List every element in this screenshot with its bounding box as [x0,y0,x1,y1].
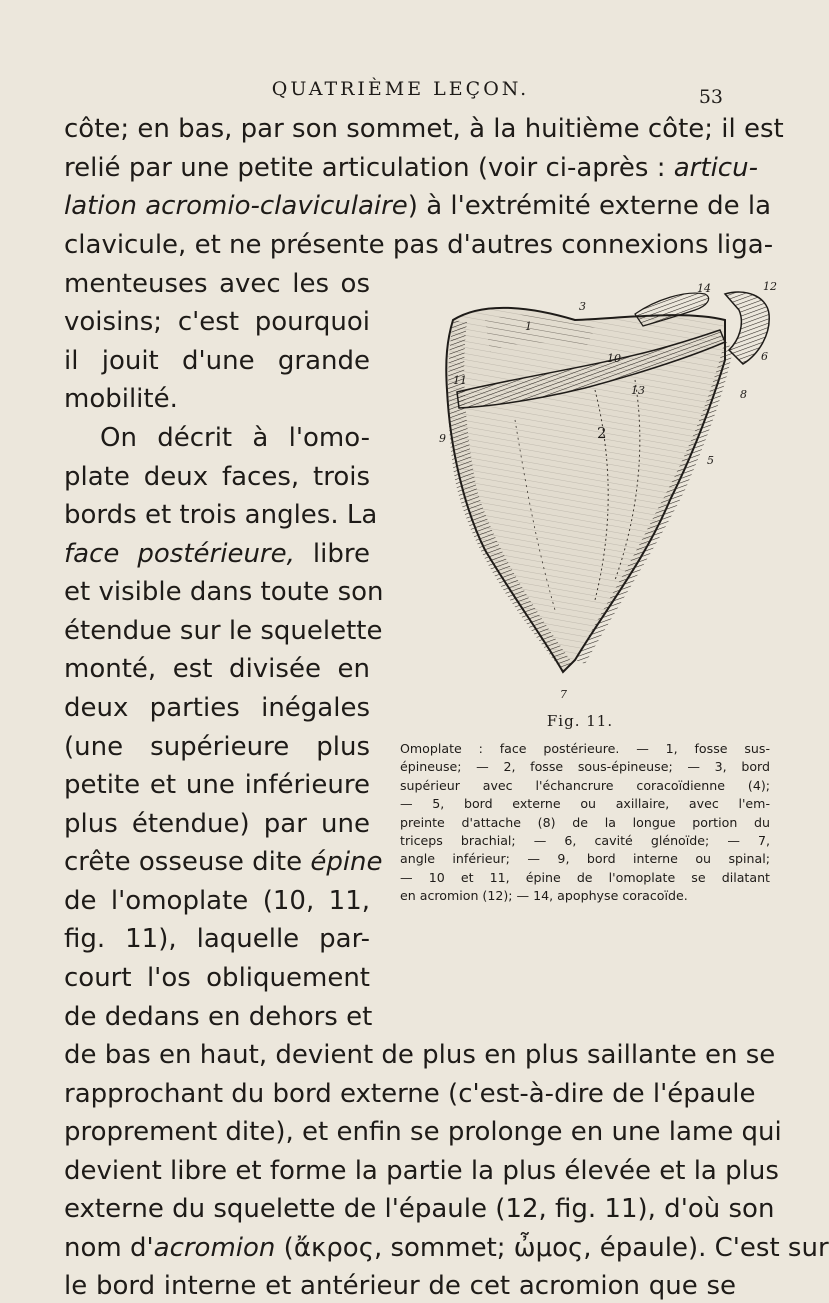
label-11: 11 [453,374,467,387]
running-title: QUATRIÈME LEÇON. [271,78,530,100]
text-line: externe du squelette de l'épaule (12, fig. 11), d'où son [64,1194,775,1224]
page-number: 53 [698,86,723,108]
caption-line: en acromion (12); — 14, apophyse coracoïde. [400,888,688,904]
text-line: menteuses avec les os [64,269,370,299]
caption-line: — 5, bord externe ou axillaire, avec l'em- [400,796,770,812]
caption-line: angle inférieur; — 9, bord interne ou spinal; [400,851,770,867]
text-line: de dedans en dehors et [64,1002,373,1032]
text-line: court l'os obliquement [64,963,370,993]
text-line: bords et trois angles. La [64,500,378,530]
figure-title: Fig. 11. [546,712,614,730]
caption-line: — 10 et 11, épine de l'omoplate se dilatant [400,869,770,885]
text-line: nom d'acromion (ἄκρος, sommet; ὦμος, épaule). C'est sur [64,1233,829,1263]
text-line: relié par une petite articulation (voir ci-après : articu- [64,153,758,183]
label-13: 13 [631,384,645,397]
text-line: fig. 11), laquelle par- [64,924,370,954]
text-line: voisins; c'est pourquoi [64,307,370,337]
text-line: On décrit à l'omo- [100,423,370,453]
label-9: 9 [439,432,446,445]
text-line: (une supérieure plus [64,732,370,762]
text-line: côte; en bas, par son sommet, à la huitième côte; il est [64,114,784,144]
label-5: 5 [707,454,714,467]
text-line: il jouit d'une grande [64,346,370,376]
label-7: 7 [560,688,567,701]
label-3: 3 [579,300,586,313]
scapula-illustration [395,280,775,710]
text-line: rapprochant du bord externe (c'est-à-dire de l'épaule [64,1079,756,1109]
caption-line: épineuse; — 2, fosse sous-épineuse; — 3, bord [400,759,770,775]
label-12: 12 [763,280,777,293]
text-line: monté, est divisée en [64,654,370,684]
text-line: crête osseuse dite épine [64,847,383,877]
label-6: 6 [761,350,768,363]
label-2: 2 [597,424,607,442]
label-10: 10 [607,352,621,365]
label-1: 1 [525,320,532,333]
text-line: étendue sur le squelette [64,616,383,646]
label-14: 14 [697,282,711,295]
caption-line: preinte d'attache (8) de la longue portion du [400,814,770,830]
text-line: devient libre et forme la partie la plus élevée et la plus [64,1156,779,1186]
caption-line: triceps brachial; — 6, cavité glénoïde; — 7, [400,833,770,849]
text-line: de l'omoplate (10, 11, [64,886,370,916]
text-line: plate deux faces, trois [64,462,370,492]
figure-caption [400,740,770,906]
text-line: plus étendue) par une [64,809,370,839]
text-line: lation acromio-claviculaire) à l'extrémité externe de la [64,191,772,221]
text-line: mobilité. [64,384,178,414]
text-line: petite et une inférieure [64,770,370,800]
text-line: le bord interne et antérieur de cet acromion que se [64,1271,736,1301]
text-line: de bas en haut, devient de plus en plus saillante en se [64,1040,776,1070]
caption-line: Omoplate : face postérieure. — 1, fosse sus- [400,741,770,756]
caption-line: supérieur avec l'échancrure coracoïdienne (4); [400,777,770,793]
label-8: 8 [740,388,747,401]
text-line: face postérieure, libre [64,539,370,569]
text-line: et visible dans toute son [64,577,384,607]
text-line: deux parties inégales [64,693,370,723]
text-line: clavicule, et ne présente pas d'autres connexions liga- [64,230,774,260]
text-line: proprement dite), et enfin se prolonge en une lame qui [64,1117,782,1147]
